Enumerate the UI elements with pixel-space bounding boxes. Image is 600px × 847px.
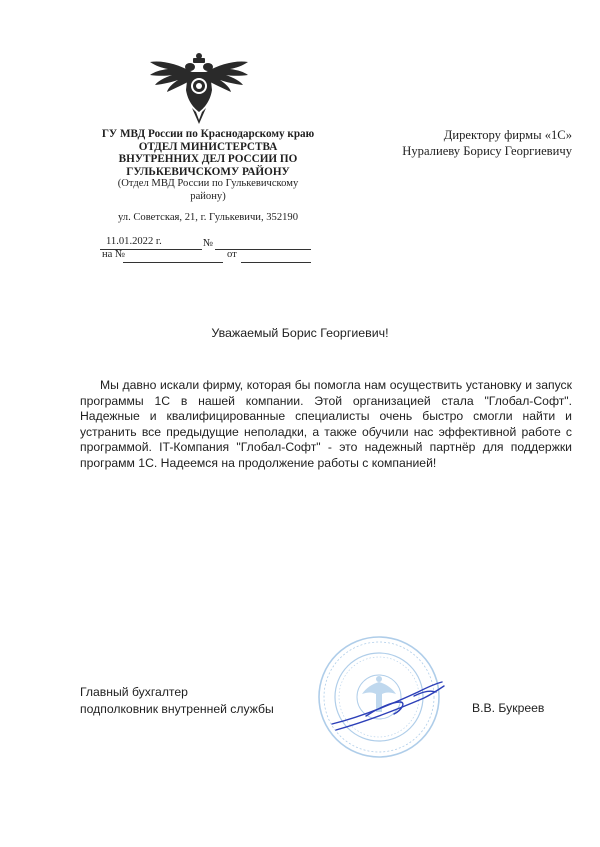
letter-date: 11.01.2022 г. [106,236,162,247]
letter-body: Мы давно искали фирму, которая бы помогла нам осуществить установку и запуск программы 1С в нашей компании. Этой организацией стала "Глобал-Софт". Надежные и квалифицированные специалисты очень быстро смогли найти и устранить все предыдущие неполадки, а также обучили нас эффективной работе с программой. IT-Компания "Глобал-Софт" - это надежный партнёр для поддержки программ 1С. Надеемся на продолжение работы с компанией! [80,378,572,470]
signatory-name: В.В. Букреев [472,701,545,715]
reference-date-label: от [227,249,237,260]
reference-date-underline [241,262,311,263]
handwritten-signature-icon [326,672,456,742]
addressee-line: Директору фирмы «1С» [443,128,572,142]
org-line: ГУЛЬКЕВИЧСКОМУ РАЙОНУ [126,165,290,178]
reference-number-underline [123,262,223,263]
sender-organization [96,128,320,204]
org-line: (Отдел МВД России по Гулькевичскому [117,178,299,190]
addressee [352,127,572,159]
letter-number-label: № [203,238,214,249]
sender-address: ул. Советская, 21, г. Гулькевичи, 352190 [117,212,299,223]
org-line: району) [190,190,226,202]
org-line: ОТДЕЛ МИНИСТЕРСТВА [138,140,278,153]
org-line: ВНУТРЕННИХ ДЕЛ РОССИИ ПО [118,153,298,166]
org-line: ГУ МВД России по Краснодарскому краю [101,128,315,140]
signatory-position [80,684,274,717]
signatory-rank: подполковник внутренней службы [80,701,274,716]
addressee-line: Нуралиеву Борису Георгиевичу [402,144,572,158]
signatory-role: Главный бухгалтер [80,685,188,699]
greeting: Уважаемый Борис Георгиевич! [211,326,389,340]
eagle-emblem-icon [148,50,250,130]
reference-number-label: на № [102,249,126,260]
